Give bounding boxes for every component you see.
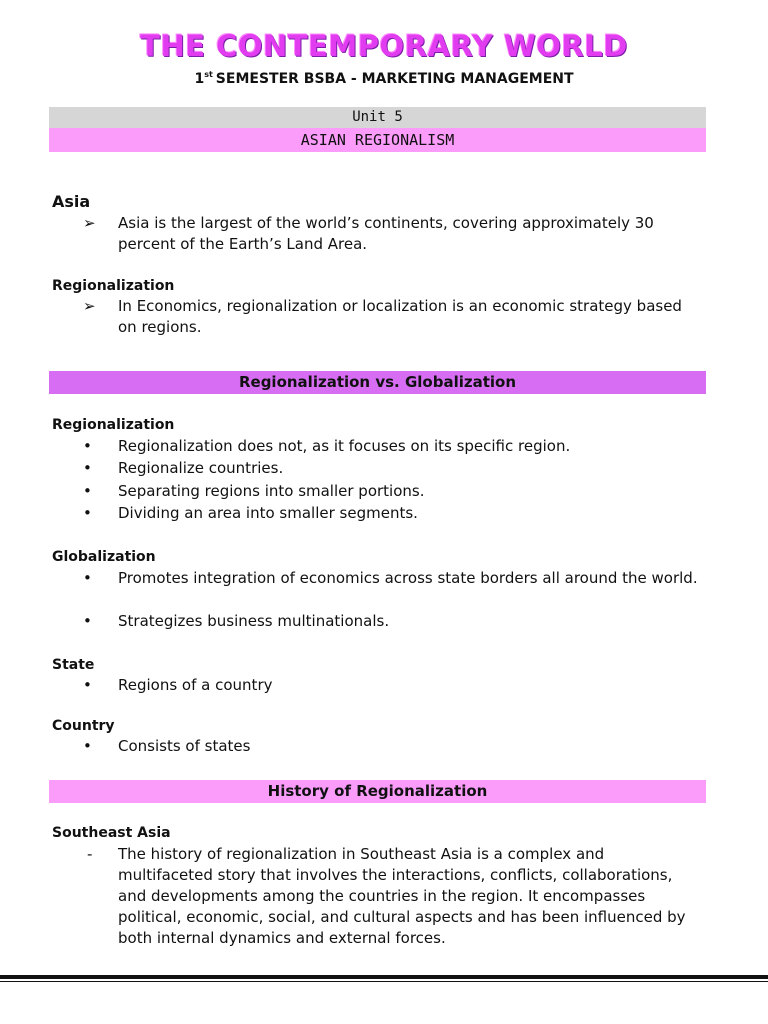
page-divider-thin: [0, 981, 768, 982]
arrow-bullet-icon: ➢: [83, 297, 96, 315]
bullet-icon: •: [83, 569, 92, 587]
list-item: [83, 458, 698, 479]
list-item-text: Consists of states: [118, 737, 251, 755]
unit-label-bar: Unit 5: [49, 107, 706, 128]
bullet-icon: •: [83, 459, 92, 477]
list-item-text: Strategizes business multinationals.: [118, 612, 390, 630]
subtitle-number: 1: [194, 71, 205, 87]
document-subtitle: [0, 66, 768, 88]
unit-title-bar: ASIAN REGIONALISM: [49, 128, 706, 152]
list-item-text: In Economics, regionalization or localization is an economic strategy based on regions.: [118, 297, 682, 336]
bullet-icon: •: [83, 504, 92, 522]
list-item: [83, 296, 698, 338]
bullet-icon: •: [83, 737, 92, 755]
list-item-text: The history of regionalization in Southeast Asia is a complex and multifaceted story that involves the interactions, conflicts, collaborations, and developments among the countries in the region. It encompasses political, economic, social, and cultural aspects and has been influenced by both internal dynamics and external forces.: [118, 845, 686, 947]
list-item: [83, 675, 698, 696]
list-item-text: Asia is the largest of the world’s continents, covering approximately 30 percent of the Earth’s Land Area.: [118, 214, 654, 253]
page-divider: [0, 975, 768, 979]
list-item: [83, 611, 698, 632]
heading-globalization: Globalization: [52, 549, 156, 565]
dash-bullet-icon: -: [87, 845, 93, 863]
heading-country: Country: [52, 718, 115, 734]
heading-southeast-asia: Southeast Asia: [52, 825, 171, 841]
heading-state: State: [52, 657, 95, 673]
list-item-text: Separating regions into smaller portions.: [118, 482, 425, 500]
arrow-bullet-icon: ➢: [83, 214, 96, 232]
section-bar-regionalization-vs-globalization: Regionalization vs. Globalization: [49, 371, 706, 394]
document-title: THE CONTEMPORARY WORLD: [140, 29, 628, 63]
list-item-text: Dividing an area into smaller segments.: [118, 504, 418, 522]
list-item-text: Regionalize countries.: [118, 459, 284, 477]
list-item-text: Regionalization does not, as it focuses on its specific region.: [118, 437, 571, 455]
subtitle-ordinal: st: [204, 70, 213, 79]
bullet-icon: •: [83, 612, 92, 630]
list-item: [83, 436, 698, 457]
list-item: [83, 844, 698, 949]
list-item: [83, 503, 698, 524]
section-bar-history-of-regionalization: History of Regionalization: [49, 780, 706, 803]
heading-regionalization-definition: Regionalization: [52, 278, 175, 294]
heading-regionalization: Regionalization: [52, 417, 175, 433]
list-item: [83, 213, 698, 255]
list-item: [83, 736, 698, 757]
heading-asia: Asia: [52, 192, 91, 211]
list-item-text: Regions of a country: [118, 676, 273, 694]
list-item: [83, 568, 698, 589]
bullet-icon: •: [83, 676, 92, 694]
subtitle-text: SEMESTER BSBA - MARKETING MANAGEMENT: [215, 71, 574, 87]
list-item: [83, 481, 698, 502]
bullet-icon: •: [83, 437, 92, 455]
list-item-text: Promotes integration of economics across state borders all around the world.: [118, 569, 698, 587]
bullet-icon: •: [83, 482, 92, 500]
